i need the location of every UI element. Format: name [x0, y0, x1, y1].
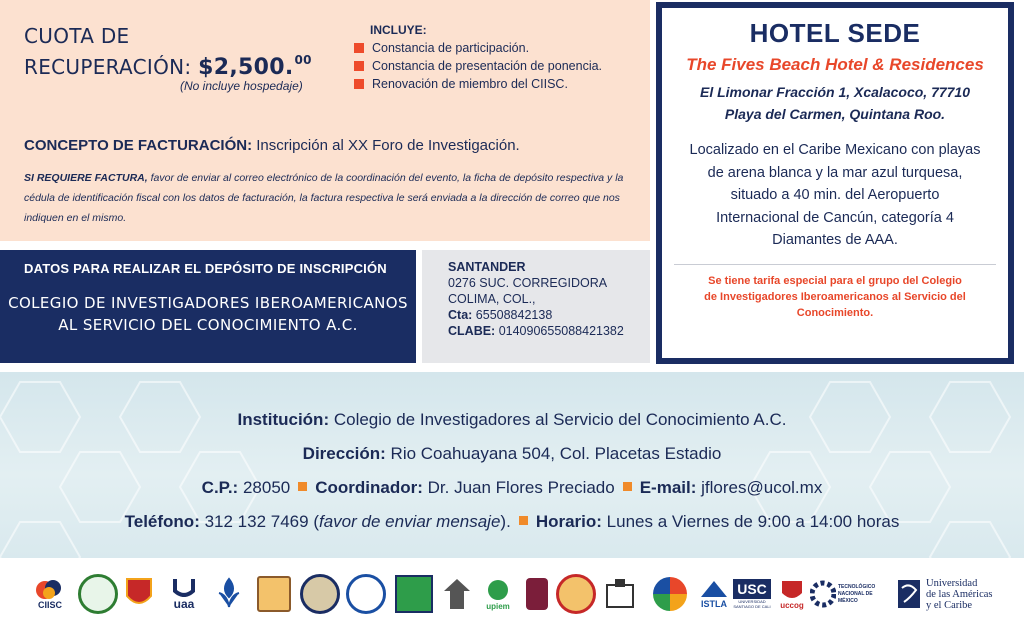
udla-caribe-logo	[896, 574, 1014, 614]
hotel-address-line1: El Limonar Fracción 1, Xcalacoco, 77710	[699, 84, 970, 100]
seal-logo	[300, 574, 340, 614]
billing-concept	[24, 137, 520, 154]
seal-logo	[346, 574, 386, 614]
email-label: E-mail:	[639, 478, 697, 497]
usc-logo	[732, 574, 772, 614]
hotel-desc-line: Internacional de Cancún, categoría 4	[716, 209, 954, 226]
clabe-label: CLABE:	[448, 324, 496, 338]
hotel-desc-line: situado a 40 min. del Aeropuerto	[730, 187, 940, 203]
hotel-desc-line: de arena blanca y la mar azul turquesa,	[707, 164, 963, 181]
contact-address	[0, 437, 1024, 471]
udla-logo-text: Universidad	[926, 577, 978, 589]
invoice-note-text: favor de enviar al correo electrónico de la coordinación del evento, la ficha de depósito respectiva y la cédula de identificación fiscal con los datos de facturación, la factura respectiva le será enviada a la dirección de correo que nos indiquen en el mismo.	[24, 172, 624, 224]
contact-cp-coordinator-email	[0, 471, 1024, 505]
bullet-square-icon	[354, 43, 364, 53]
fleur-logo	[212, 574, 246, 614]
address-value: Rio Coahuayana 504, Col. Placetas Estadio	[390, 444, 722, 463]
hotel-description	[662, 139, 1008, 252]
hotel-title: HOTEL SEDE	[749, 18, 921, 48]
deposit-title: DATOS PARA REALIZAR EL DEPÓSITO DE INSCRIPCIÓN	[24, 261, 387, 276]
phone-value: 312 132 7469	[204, 512, 309, 531]
hotel-desc-line: Diamantes de AAA.	[772, 232, 898, 248]
includes-title: INCLUYE:	[370, 23, 427, 37]
fee-amount-value: $2,500.	[198, 55, 294, 80]
hotel-address-line2: Playa del Carmen, Quintana Roo.	[724, 106, 946, 122]
hotel-rate-line: Se tiene tarifa especial para el grupo del Colegio	[708, 274, 962, 287]
hotel-address	[662, 81, 1008, 125]
contact-institution	[0, 403, 1024, 437]
separator-square-icon	[519, 516, 528, 525]
bullet-square-icon	[354, 61, 364, 71]
seal-logo	[556, 574, 596, 614]
tecnm-logo	[810, 574, 890, 614]
hotel-panel-inner	[662, 8, 1008, 358]
istla-logo-text: ISTLA	[701, 599, 727, 609]
deposit-organization	[0, 292, 416, 336]
separator-square-icon	[298, 482, 307, 491]
eagle-logo	[440, 574, 474, 614]
usc-logo-text: USC	[733, 579, 771, 599]
hotel-panel	[656, 2, 1014, 364]
deposit-org-line1: COLEGIO DE INVESTIGADORES IBEROAMERICANOS	[8, 294, 408, 312]
email-link[interactable]: jflores@ucol.mx	[701, 478, 823, 497]
fee-label-line2: RECUPERACIÓN:	[24, 55, 192, 79]
fee-note: (No incluye hospedaje)	[180, 79, 303, 93]
hotel-rate-line: Conocimiento.	[796, 306, 874, 319]
address-label: Dirección:	[302, 444, 386, 463]
university-seal-logo	[78, 574, 118, 614]
fee-amount-cents: 00	[294, 53, 312, 67]
separator-square-icon	[623, 482, 632, 491]
deposit-org-line2: AL SERVICIO DEL CONOCIMIENTO A.C.	[58, 316, 358, 334]
includes-list	[354, 23, 602, 93]
coordinator-label: Coordinador:	[315, 478, 423, 497]
crest-logo	[122, 574, 156, 614]
institution-value: Colegio de Investigadores al Servicio del Conocimiento A.C.	[333, 410, 787, 429]
contact-info	[0, 403, 1024, 539]
hours-value: Lunes a Viernes de 9:00 a 14:00 horas	[606, 512, 900, 531]
udla-logo-text: de las Américas	[926, 588, 993, 600]
bank-details	[448, 259, 624, 339]
includes-item	[354, 57, 602, 75]
hotel-name: The Fives Beach Hotel & Residences	[686, 55, 984, 74]
bank-panel	[422, 250, 650, 363]
colorful-seal-logo	[650, 574, 690, 614]
institution-label: Institución:	[237, 410, 330, 429]
account-label: Cta:	[448, 308, 473, 322]
tecnm-logo-text: TECNOLÓGICO NACIONAL DE MÉXICO	[838, 583, 876, 604]
phone-note: favor de enviar mensaje	[318, 512, 501, 531]
hotel-divider	[674, 264, 996, 265]
shield-logo	[256, 574, 292, 614]
uaa-logo	[164, 574, 204, 614]
uccog-logo-text: uccog	[780, 600, 804, 610]
uccog-logo	[776, 574, 808, 614]
building-logo	[600, 574, 640, 614]
account-number: 65508842138	[475, 308, 553, 322]
sponsor-logos	[0, 562, 1024, 620]
bank-branch: 0276 SUC. CORREGIDORA	[448, 276, 608, 290]
invoice-note-bold: SI REQUIERE FACTURA,	[24, 172, 148, 184]
deposit-panel	[0, 250, 416, 363]
hours-label: Horario:	[535, 512, 602, 531]
hotel-special-rate	[662, 273, 1008, 321]
includes-item-label: Constancia de participación.	[372, 41, 530, 55]
bank-city: COLIMA, COL.,	[448, 292, 536, 306]
billing-value: Inscripción al XX Foro de Investigación.	[256, 137, 520, 154]
contact-band	[0, 372, 1024, 558]
bank-name: SANTANDER	[448, 260, 526, 274]
bullet-square-icon	[354, 79, 364, 89]
includes-item	[354, 39, 602, 57]
includes-item-label: Constancia de presentación de ponencia.	[372, 59, 603, 73]
torch-logo	[522, 574, 552, 614]
usc-logo-subtext: UNIVERSIDAD SANTIAGO DE CALI	[733, 599, 771, 609]
upiem-logo	[478, 574, 518, 614]
green-emblem-logo	[394, 574, 434, 614]
includes-item	[354, 75, 602, 93]
ciisc-logo-text: CIISC	[37, 600, 62, 610]
cp-label: C.P.:	[201, 478, 239, 497]
hotel-rate-line: de Investigadores Iberoamericanos al Servicio del	[704, 290, 966, 303]
phone-label: Teléfono:	[124, 512, 200, 531]
invoice-note	[24, 168, 638, 228]
contact-phone-hours: Teléfono: 312 132 7469 (favor de enviar mensaje). Horario: Lunes a Viernes de 9:00 a 14:00 horas	[124, 512, 900, 531]
fee-amount	[198, 55, 312, 80]
uaa-logo-text: uaa	[173, 597, 195, 611]
billing-label: CONCEPTO DE FACTURACIÓN:	[24, 137, 253, 154]
istla-logo	[694, 574, 734, 614]
includes-item-label: Renovación de miembro del CIISC.	[372, 77, 568, 91]
fee-label-line1: CUOTA DE	[24, 24, 130, 48]
hotel-desc-line: Localizado en el Caribe Mexicano con playas	[689, 142, 981, 158]
cp-value: 28050	[242, 478, 291, 497]
upiem-logo-text: upiem	[486, 601, 510, 611]
coordinator-value: Dr. Juan Flores Preciado	[427, 478, 615, 497]
clabe-number: 014090655088421382	[498, 324, 624, 338]
ciisc-logo	[28, 574, 72, 614]
udla-logo-text: y el Caribe	[926, 599, 973, 611]
fee-label	[24, 24, 312, 80]
fee-panel	[0, 0, 650, 241]
